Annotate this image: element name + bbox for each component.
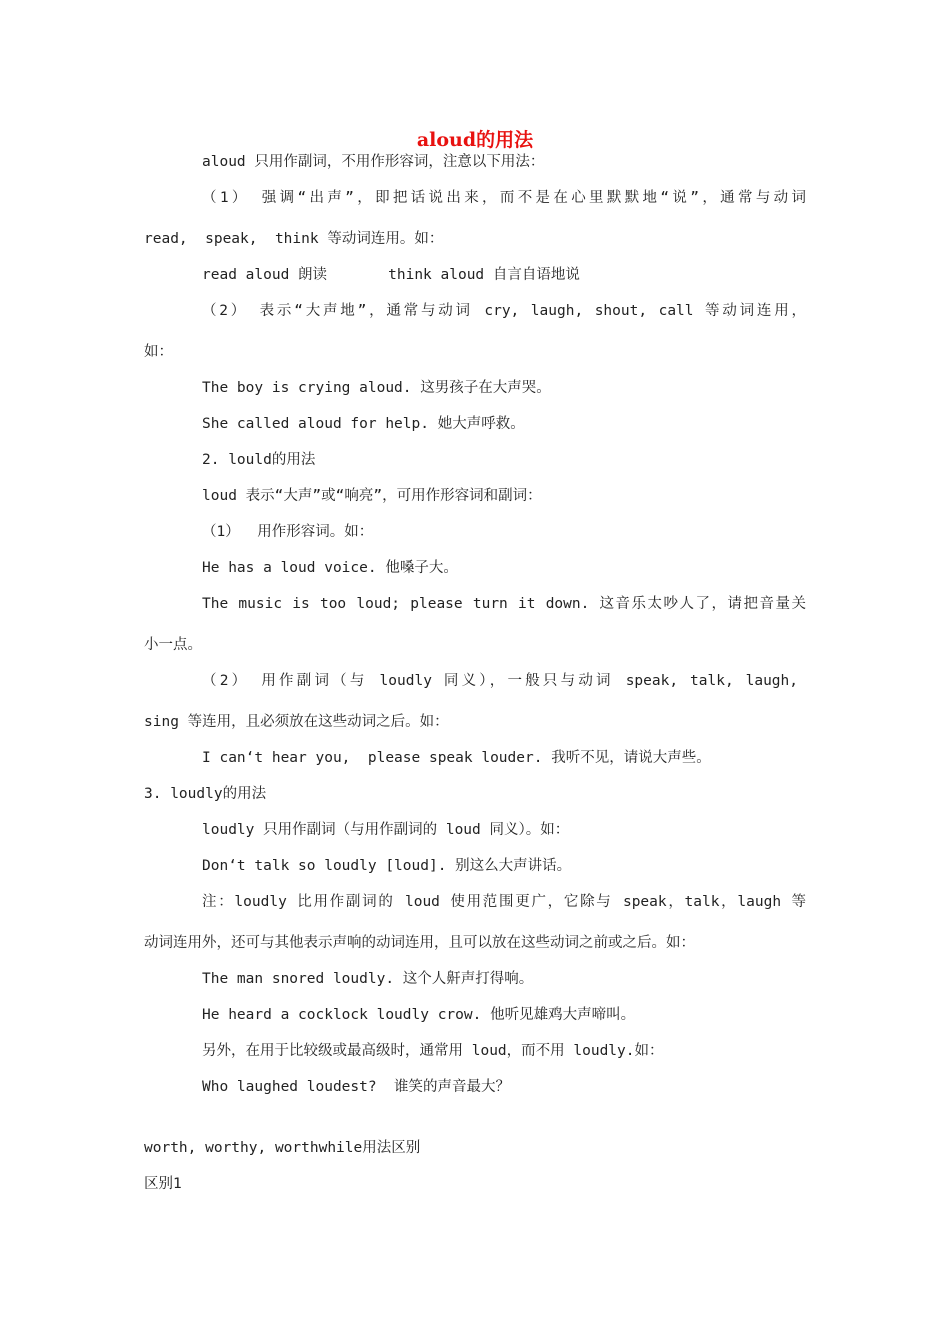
paragraph-line: （2） 用作副词（与 loudly 同义），一般只与动词 speak, talk, laugh, — [202, 673, 798, 689]
paragraph-line: The boy is crying aloud. 这男孩子在大声哭。 — [202, 380, 551, 396]
paragraph-line: The music is too loud; please turn it down. 这音乐太吵人了，请把音量关 — [202, 596, 806, 612]
paragraph-line: 注：loudly 比用作副词的 loud 使用范围更广，它除与 speak，talk，laugh 等 — [202, 894, 806, 910]
paragraph-line: aloud 只用作副词，不用作形容词，注意以下用法： — [202, 154, 545, 170]
paragraph-line: Who laughed loudest? 谁笑的声音最大？ — [202, 1079, 511, 1095]
paragraph-line: Don‘t talk so loudly [loud]. 别这么大声讲话。 — [202, 858, 572, 874]
document-title: aloud的用法 — [416, 129, 534, 151]
paragraph-line: He has a loud voice. 他嗓子大。 — [202, 560, 458, 576]
paragraph-line: loud 表示“大声”或“响亮”，可用作形容词和副词： — [202, 488, 542, 504]
paragraph-line: He heard a cocklock loudly crow. 他听见雄鸡大声啼叫。 — [202, 1007, 636, 1023]
paragraph-line: （1） 用作形容词。如： — [202, 524, 374, 540]
paragraph-line: （1） 强调“出声”，即把话说出来，而不是在心里默默地“说”，通常与动词 — [202, 190, 806, 206]
paragraph-line: 另外，在用于比较级或最高级时，通常用 loud，而不用 loudly.如： — [202, 1043, 664, 1059]
section-heading: 3. loudly的用法 — [144, 786, 267, 802]
paragraph-line: The man snored loudly. 这个人鼾声打得响。 — [202, 971, 534, 987]
paragraph-line: sing 等连用，且必须放在这些动词之后。如： — [144, 714, 449, 730]
section-heading: 区别1 — [144, 1176, 182, 1192]
paragraph-line: 小一点。 — [144, 637, 202, 653]
paragraph-line: read, speak, think 等动词连用。如： — [144, 231, 444, 247]
paragraph-line: 动词连用外，还可与其他表示声响的动词连用，且可以放在这些动词之前或之后。如： — [144, 935, 695, 951]
paragraph-line: loudly 只用作副词（与用作副词的 loud 同义）。如： — [202, 822, 570, 838]
paragraph-line: She called aloud for help. 她大声呼救。 — [202, 416, 525, 432]
section-heading: worth, worthy, worthwhile用法区别 — [144, 1140, 421, 1156]
section-heading: 2. lould的用法 — [202, 452, 316, 468]
paragraph-line: read aloud 朗读 think aloud 自言自语地说 — [202, 267, 580, 283]
paragraph-line: 如： — [144, 344, 173, 360]
paragraph-line: （2） 表示“大声地”，通常与动词 cry, laugh, shout, call 等动词连用， — [202, 303, 806, 319]
paragraph-line: I can‘t hear you, please speak louder. 我听不见，请说大声些。 — [202, 750, 711, 766]
